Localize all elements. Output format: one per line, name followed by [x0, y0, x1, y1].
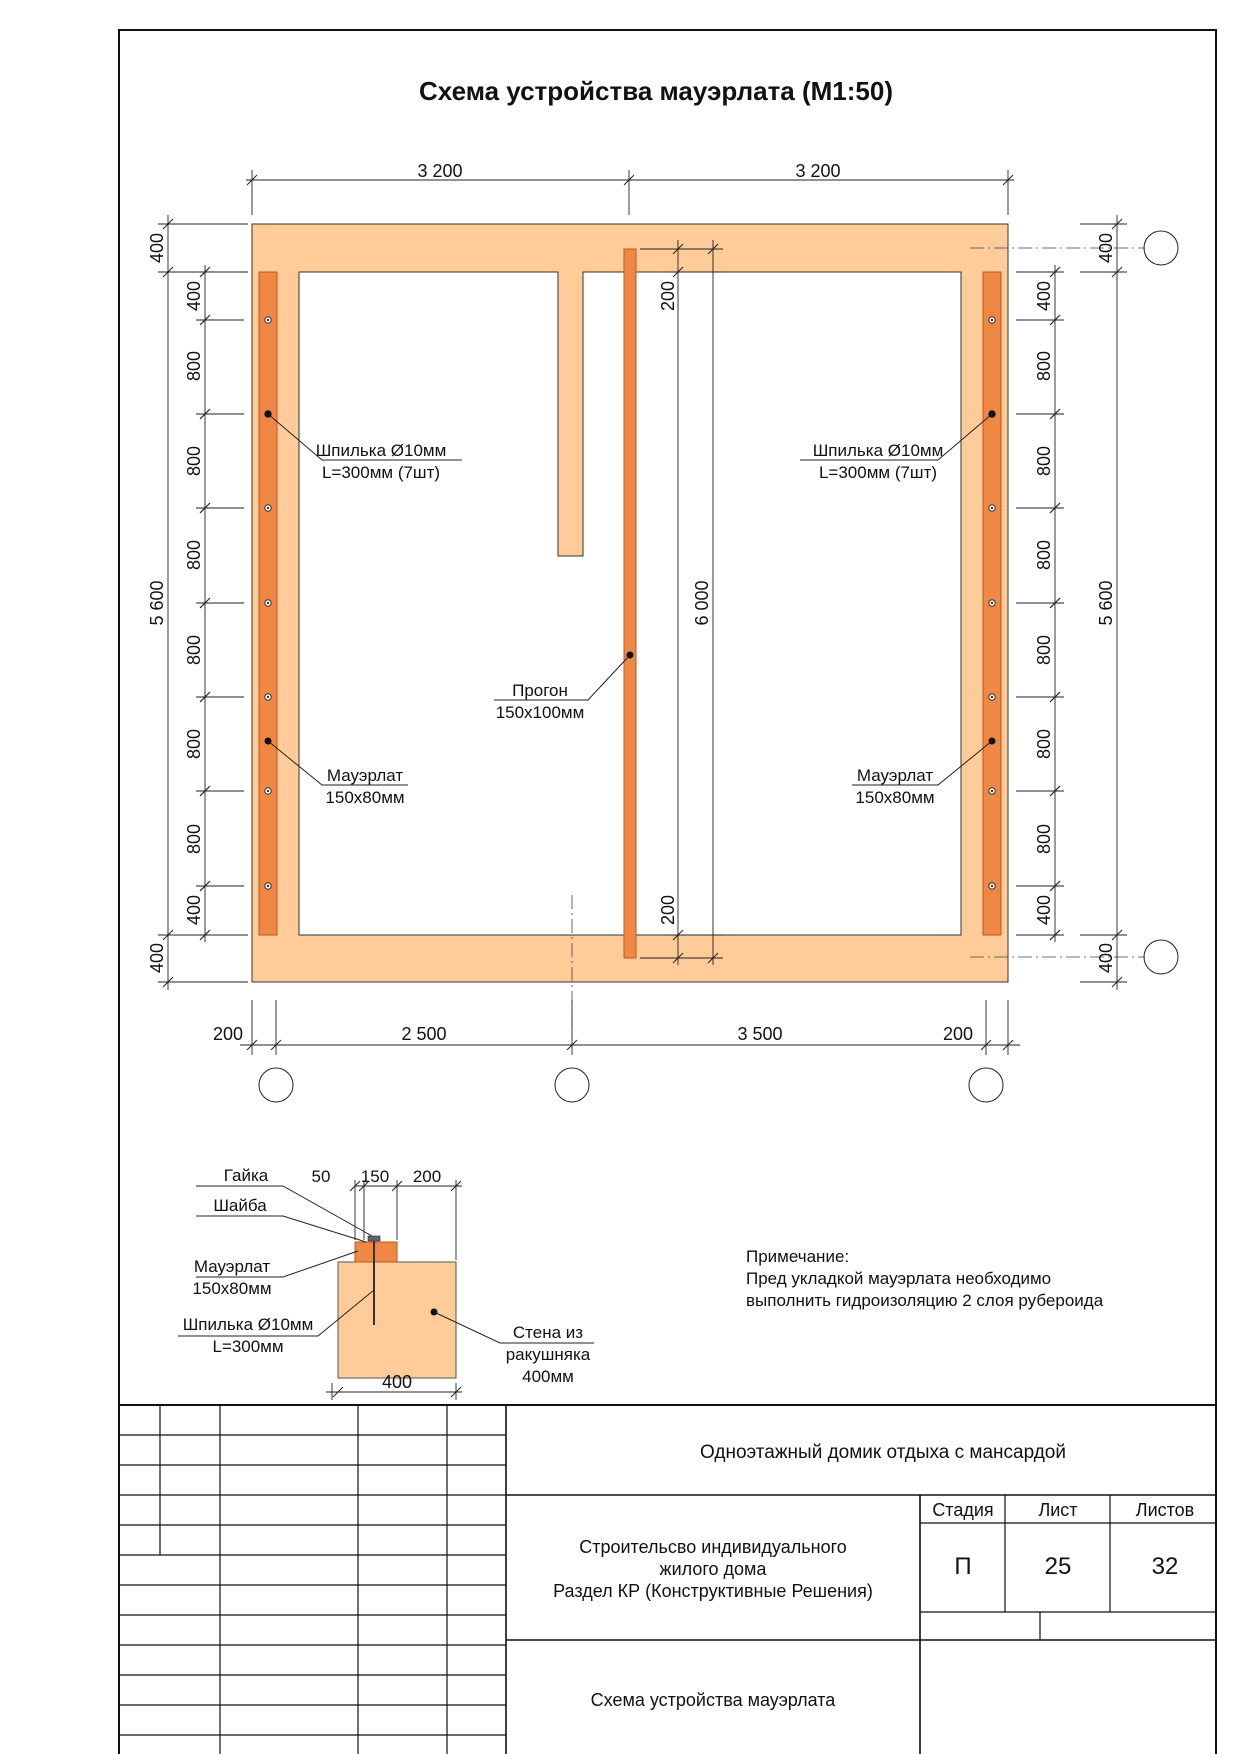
note-line-1: Пред укладкой мауэрлата необходимо [746, 1269, 1052, 1288]
dim-bottom-2: 2 500 [401, 1024, 447, 1044]
detail-dim-400: 400 [381, 1372, 413, 1392]
label-mauerlat-right-1: Мауэрлат [856, 766, 934, 785]
stamp-section-3: Раздел КР (Конструктивные Решения) [553, 1581, 873, 1601]
detail-label-wall-3: 400мм [522, 1367, 574, 1386]
dim-bottom-1: 200 [212, 1024, 244, 1044]
dim-top-left: 3 200 [417, 161, 463, 181]
purlin [624, 249, 636, 958]
stamp-sheet-header: Лист [1038, 1500, 1078, 1520]
dim-right-inner-6: 800 [1034, 728, 1054, 760]
detail-nut [368, 1236, 380, 1241]
dim-left-outer: 5 600 [147, 580, 167, 626]
dim-left-wall-top: 400 [147, 232, 167, 264]
label-stud-right-2: L=300мм (7шт) [818, 463, 938, 482]
stud-marker-center [267, 885, 269, 887]
dim-right-inner-8: 400 [1034, 894, 1054, 926]
dim-purlin-top: 200 [658, 280, 678, 312]
dimension-right-outer [1080, 215, 1178, 990]
note [746, 1247, 1104, 1310]
title-block [119, 1405, 1216, 1754]
stud-marker-center [991, 602, 993, 604]
stamp-stage: П [954, 1553, 972, 1580]
dimension-left-outer [147, 215, 248, 990]
section-detail [178, 1166, 594, 1400]
detail-label-stud-1: Шпилька Ø10мм [182, 1315, 314, 1334]
detail-dim-150: 150 [360, 1167, 390, 1186]
dim-left-wall-bottom: 400 [147, 942, 167, 974]
detail-dim-200: 200 [412, 1167, 442, 1186]
detail-mauerlat [355, 1242, 397, 1262]
stamp-project: Одноэтажный домик отдыха с мансардой [700, 1442, 1066, 1463]
dim-right-inner-7: 800 [1034, 823, 1054, 855]
axis-circle-3 [969, 1068, 1003, 1102]
drawing-title: Схема устройства мауэрлата (М1:50) [418, 76, 894, 106]
dimension-left-inner [184, 265, 244, 942]
stamp-drawing: Схема устройства мауэрлата [590, 1690, 836, 1710]
dim-right-wall-top: 400 [1096, 232, 1116, 264]
detail-wall [338, 1262, 456, 1378]
stamp-sheets: 32 [1151, 1553, 1179, 1580]
dim-purlin-bottom: 200 [658, 894, 678, 926]
note-line-2: выполнить гидроизоляцию 2 слоя рубероида [746, 1291, 1104, 1310]
dim-right-inner-1: 400 [1034, 280, 1054, 312]
stud-marker-center [267, 507, 269, 509]
dim-bottom-4: 200 [942, 1024, 974, 1044]
axis-circle-1 [259, 1068, 293, 1102]
detail-label-washer: Шайба [213, 1196, 267, 1215]
detail-dim-50: 50 [311, 1167, 331, 1186]
label-stud-right-1: Шпилька Ø10мм [812, 441, 944, 460]
dim-left-inner-6: 800 [184, 728, 204, 760]
dim-right-inner-2: 800 [1034, 350, 1054, 382]
label-stud-left-2: L=300мм (7шт) [321, 463, 441, 482]
stud-marker-center [267, 602, 269, 604]
detail-label-wall-1: Стена из [512, 1323, 584, 1342]
dim-left-inner-4: 800 [184, 539, 204, 571]
dim-left-inner-1: 400 [184, 280, 204, 312]
detail-label-wall-2: ракушняка [505, 1345, 591, 1364]
stud-marker-center [991, 319, 993, 321]
plan-view [252, 224, 1145, 1035]
dim-left-inner-8: 400 [184, 894, 204, 926]
stamp-section-1: Строительсво индивидуального [579, 1537, 847, 1557]
dimension-bottom [213, 1000, 1020, 1102]
detail-label-stud-2: L=300мм [212, 1337, 284, 1356]
stud-marker-center [267, 319, 269, 321]
label-mauerlat-right-2: 150х80мм [855, 788, 935, 807]
label-purlin-1: Прогон [512, 681, 568, 700]
dim-right-inner-5: 800 [1034, 634, 1054, 666]
dim-left-inner-2: 800 [184, 350, 204, 382]
dimension-top [246, 161, 1014, 215]
dim-left-inner-3: 800 [184, 445, 204, 477]
dim-top-right: 3 200 [795, 161, 841, 181]
stamp-stage-header: Стадия [932, 1500, 994, 1520]
dim-purlin-total: 6 000 [692, 580, 712, 626]
stud-marker-center [991, 885, 993, 887]
stud-marker-center [267, 696, 269, 698]
label-stud-left-1: Шпилька Ø10мм [315, 441, 447, 460]
label-mauerlat-left-2: 150х80мм [325, 788, 405, 807]
stud-marker-center [991, 790, 993, 792]
dimension-right-inner [1016, 265, 1064, 942]
label-purlin-2: 150х100мм [495, 703, 585, 722]
stud-marker-center [267, 790, 269, 792]
detail-label-nut: Гайка [223, 1166, 269, 1185]
axis-circle-2 [555, 1068, 589, 1102]
label-mauerlat-left-1: Мауэрлат [326, 766, 404, 785]
axis-circle-bottom [1144, 940, 1178, 974]
dim-bottom-3: 3 500 [737, 1024, 783, 1044]
detail-label-mauerlat-1: Мауэрлат [193, 1257, 271, 1276]
stud-marker-center [991, 696, 993, 698]
stamp-sheet: 25 [1044, 1553, 1072, 1580]
detail-label-mauerlat-2: 150х80мм [192, 1279, 272, 1298]
stud-marker-center [991, 507, 993, 509]
dim-right-inner-4: 800 [1034, 539, 1054, 571]
dimension-purlin [640, 240, 723, 965]
dim-left-inner-5: 800 [184, 634, 204, 666]
stamp-section-2: жилого дома [659, 1559, 767, 1579]
dim-right-outer: 5 600 [1096, 580, 1116, 626]
dim-right-inner-3: 800 [1034, 445, 1054, 477]
axis-circle-top [1144, 231, 1178, 265]
stamp-sheets-header: Листов [1135, 1500, 1195, 1520]
note-heading: Примечание: [746, 1247, 850, 1266]
dim-left-inner-7: 800 [184, 823, 204, 855]
dim-right-wall-bottom: 400 [1096, 942, 1116, 974]
